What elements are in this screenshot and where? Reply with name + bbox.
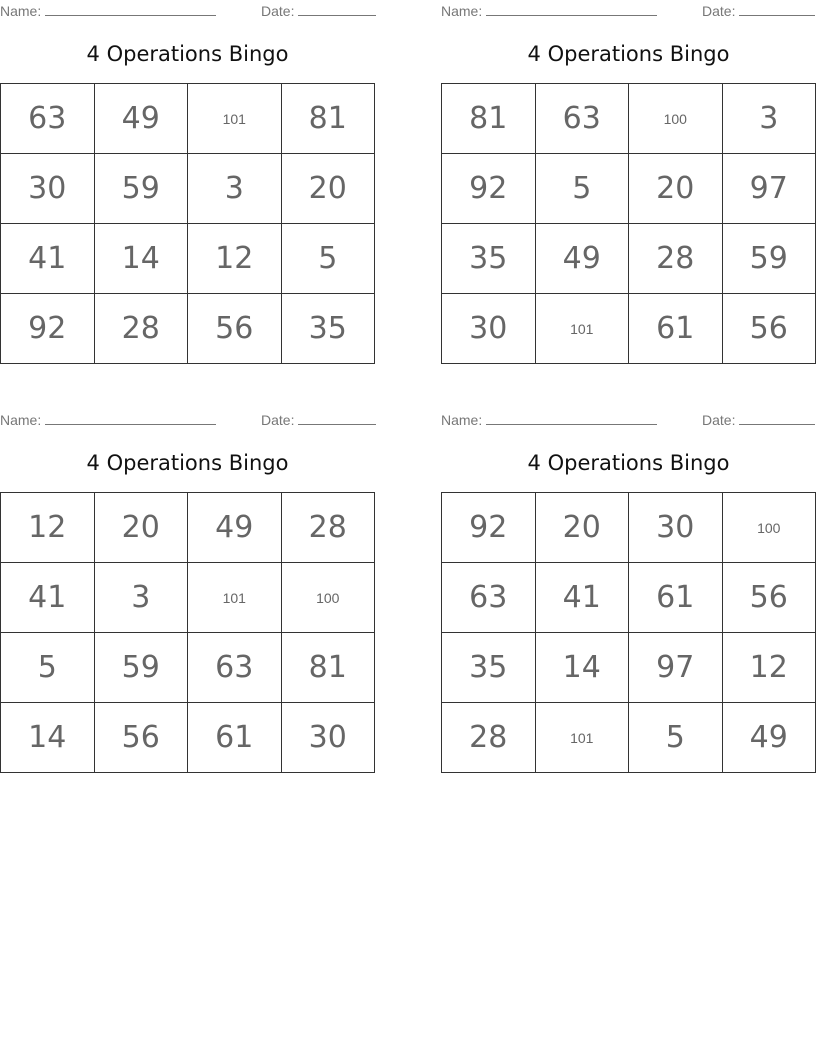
bingo-grid — [0, 83, 375, 364]
name-label: Name: — [441, 412, 483, 428]
bingo-cell: 61 — [188, 703, 282, 773]
grid-row — [1, 224, 375, 294]
bingo-cell: 28 — [629, 224, 723, 294]
card-header — [441, 409, 816, 429]
bingo-cell: 28 — [281, 493, 375, 563]
card-title: 4 Operations Bingo — [86, 451, 289, 475]
bingo-cell: 5 — [535, 154, 629, 224]
bingo-cell: 56 — [94, 703, 188, 773]
bingo-cell: 56 — [722, 294, 816, 364]
bingo-cell: 3 — [188, 154, 282, 224]
name-line — [486, 423, 657, 425]
grid-row — [1, 703, 375, 773]
bingo-cell: 49 — [94, 84, 188, 154]
bingo-cell: 101 — [535, 703, 629, 773]
bingo-cell: 35 — [442, 224, 536, 294]
bingo-cell: 3 — [94, 563, 188, 633]
bingo-cell: 5 — [629, 703, 723, 773]
name-line — [45, 423, 216, 425]
grid-row — [442, 563, 816, 633]
grid-row — [1, 563, 375, 633]
grid-row — [442, 84, 816, 154]
bingo-cell: 81 — [281, 633, 375, 703]
bingo-cell: 35 — [281, 294, 375, 364]
bingo-cell: 81 — [442, 84, 536, 154]
bingo-cell: 49 — [535, 224, 629, 294]
bingo-cell: 28 — [442, 703, 536, 773]
bingo-cell: 30 — [629, 493, 723, 563]
bingo-cell: 12 — [1, 493, 95, 563]
grid-row — [442, 633, 816, 703]
bingo-cell: 41 — [1, 563, 95, 633]
bingo-cell: 41 — [535, 563, 629, 633]
bingo-cell: 30 — [281, 703, 375, 773]
grid-row — [442, 224, 816, 294]
bingo-cell: 12 — [722, 633, 816, 703]
bingo-grid — [0, 492, 375, 773]
bingo-cell: 59 — [722, 224, 816, 294]
bingo-cell: 14 — [1, 703, 95, 773]
date-line — [298, 423, 376, 425]
grid-row — [1, 294, 375, 364]
bingo-cell: 59 — [94, 633, 188, 703]
name-label: Name: — [0, 3, 42, 19]
bingo-cell: 81 — [281, 84, 375, 154]
grid-row — [442, 154, 816, 224]
bingo-cell: 63 — [442, 563, 536, 633]
bingo-cell: 3 — [722, 84, 816, 154]
card-title: 4 Operations Bingo — [86, 42, 289, 66]
bingo-cell: 12 — [188, 224, 282, 294]
bingo-cell: 20 — [535, 493, 629, 563]
bingo-cell: 101 — [535, 294, 629, 364]
grid-row — [1, 633, 375, 703]
date-label: Date: — [261, 3, 295, 19]
bingo-grid — [441, 492, 816, 773]
date-line — [739, 423, 815, 425]
grid-row — [1, 154, 375, 224]
bingo-cell: 5 — [1, 633, 95, 703]
bingo-cell: 56 — [722, 563, 816, 633]
date-line — [298, 14, 376, 16]
name-label: Name: — [0, 412, 42, 428]
card-header — [441, 0, 816, 20]
bingo-cell: 49 — [722, 703, 816, 773]
date-label: Date: — [702, 412, 736, 428]
card-title: 4 Operations Bingo — [527, 42, 730, 66]
card-title: 4 Operations Bingo — [527, 451, 730, 475]
card-header — [0, 0, 375, 20]
bingo-cell: 63 — [535, 84, 629, 154]
bingo-cell: 92 — [442, 154, 536, 224]
bingo-cell: 97 — [722, 154, 816, 224]
date-label: Date: — [702, 3, 736, 19]
bingo-cell: 92 — [1, 294, 95, 364]
bingo-cell: 28 — [94, 294, 188, 364]
bingo-cell: 56 — [188, 294, 282, 364]
grid-row — [1, 84, 375, 154]
bingo-cell: 92 — [442, 493, 536, 563]
grid-row — [442, 703, 816, 773]
bingo-cell: 100 — [281, 563, 375, 633]
date-line — [739, 14, 815, 16]
bingo-cell: 61 — [629, 563, 723, 633]
bingo-cell: 30 — [1, 154, 95, 224]
bingo-cell: 97 — [629, 633, 723, 703]
bingo-cell: 61 — [629, 294, 723, 364]
date-label: Date: — [261, 412, 295, 428]
name-line — [486, 14, 657, 16]
bingo-cell: 63 — [1, 84, 95, 154]
bingo-cell: 14 — [535, 633, 629, 703]
grid-row — [1, 493, 375, 563]
bingo-cell: 20 — [629, 154, 723, 224]
grid-row — [442, 294, 816, 364]
bingo-cell: 20 — [281, 154, 375, 224]
bingo-grid — [441, 83, 816, 364]
bingo-cell: 20 — [94, 493, 188, 563]
bingo-cell: 100 — [629, 84, 723, 154]
name-line — [45, 14, 216, 16]
bingo-cell: 30 — [442, 294, 536, 364]
bingo-cell: 35 — [442, 633, 536, 703]
bingo-cell: 14 — [94, 224, 188, 294]
bingo-cell: 41 — [1, 224, 95, 294]
bingo-cell: 5 — [281, 224, 375, 294]
card-header — [0, 409, 375, 429]
bingo-cell: 101 — [188, 84, 282, 154]
name-label: Name: — [441, 3, 483, 19]
bingo-cell: 49 — [188, 493, 282, 563]
grid-row — [442, 493, 816, 563]
bingo-cell: 100 — [722, 493, 816, 563]
bingo-cell: 59 — [94, 154, 188, 224]
bingo-cell: 101 — [188, 563, 282, 633]
bingo-cell: 63 — [188, 633, 282, 703]
